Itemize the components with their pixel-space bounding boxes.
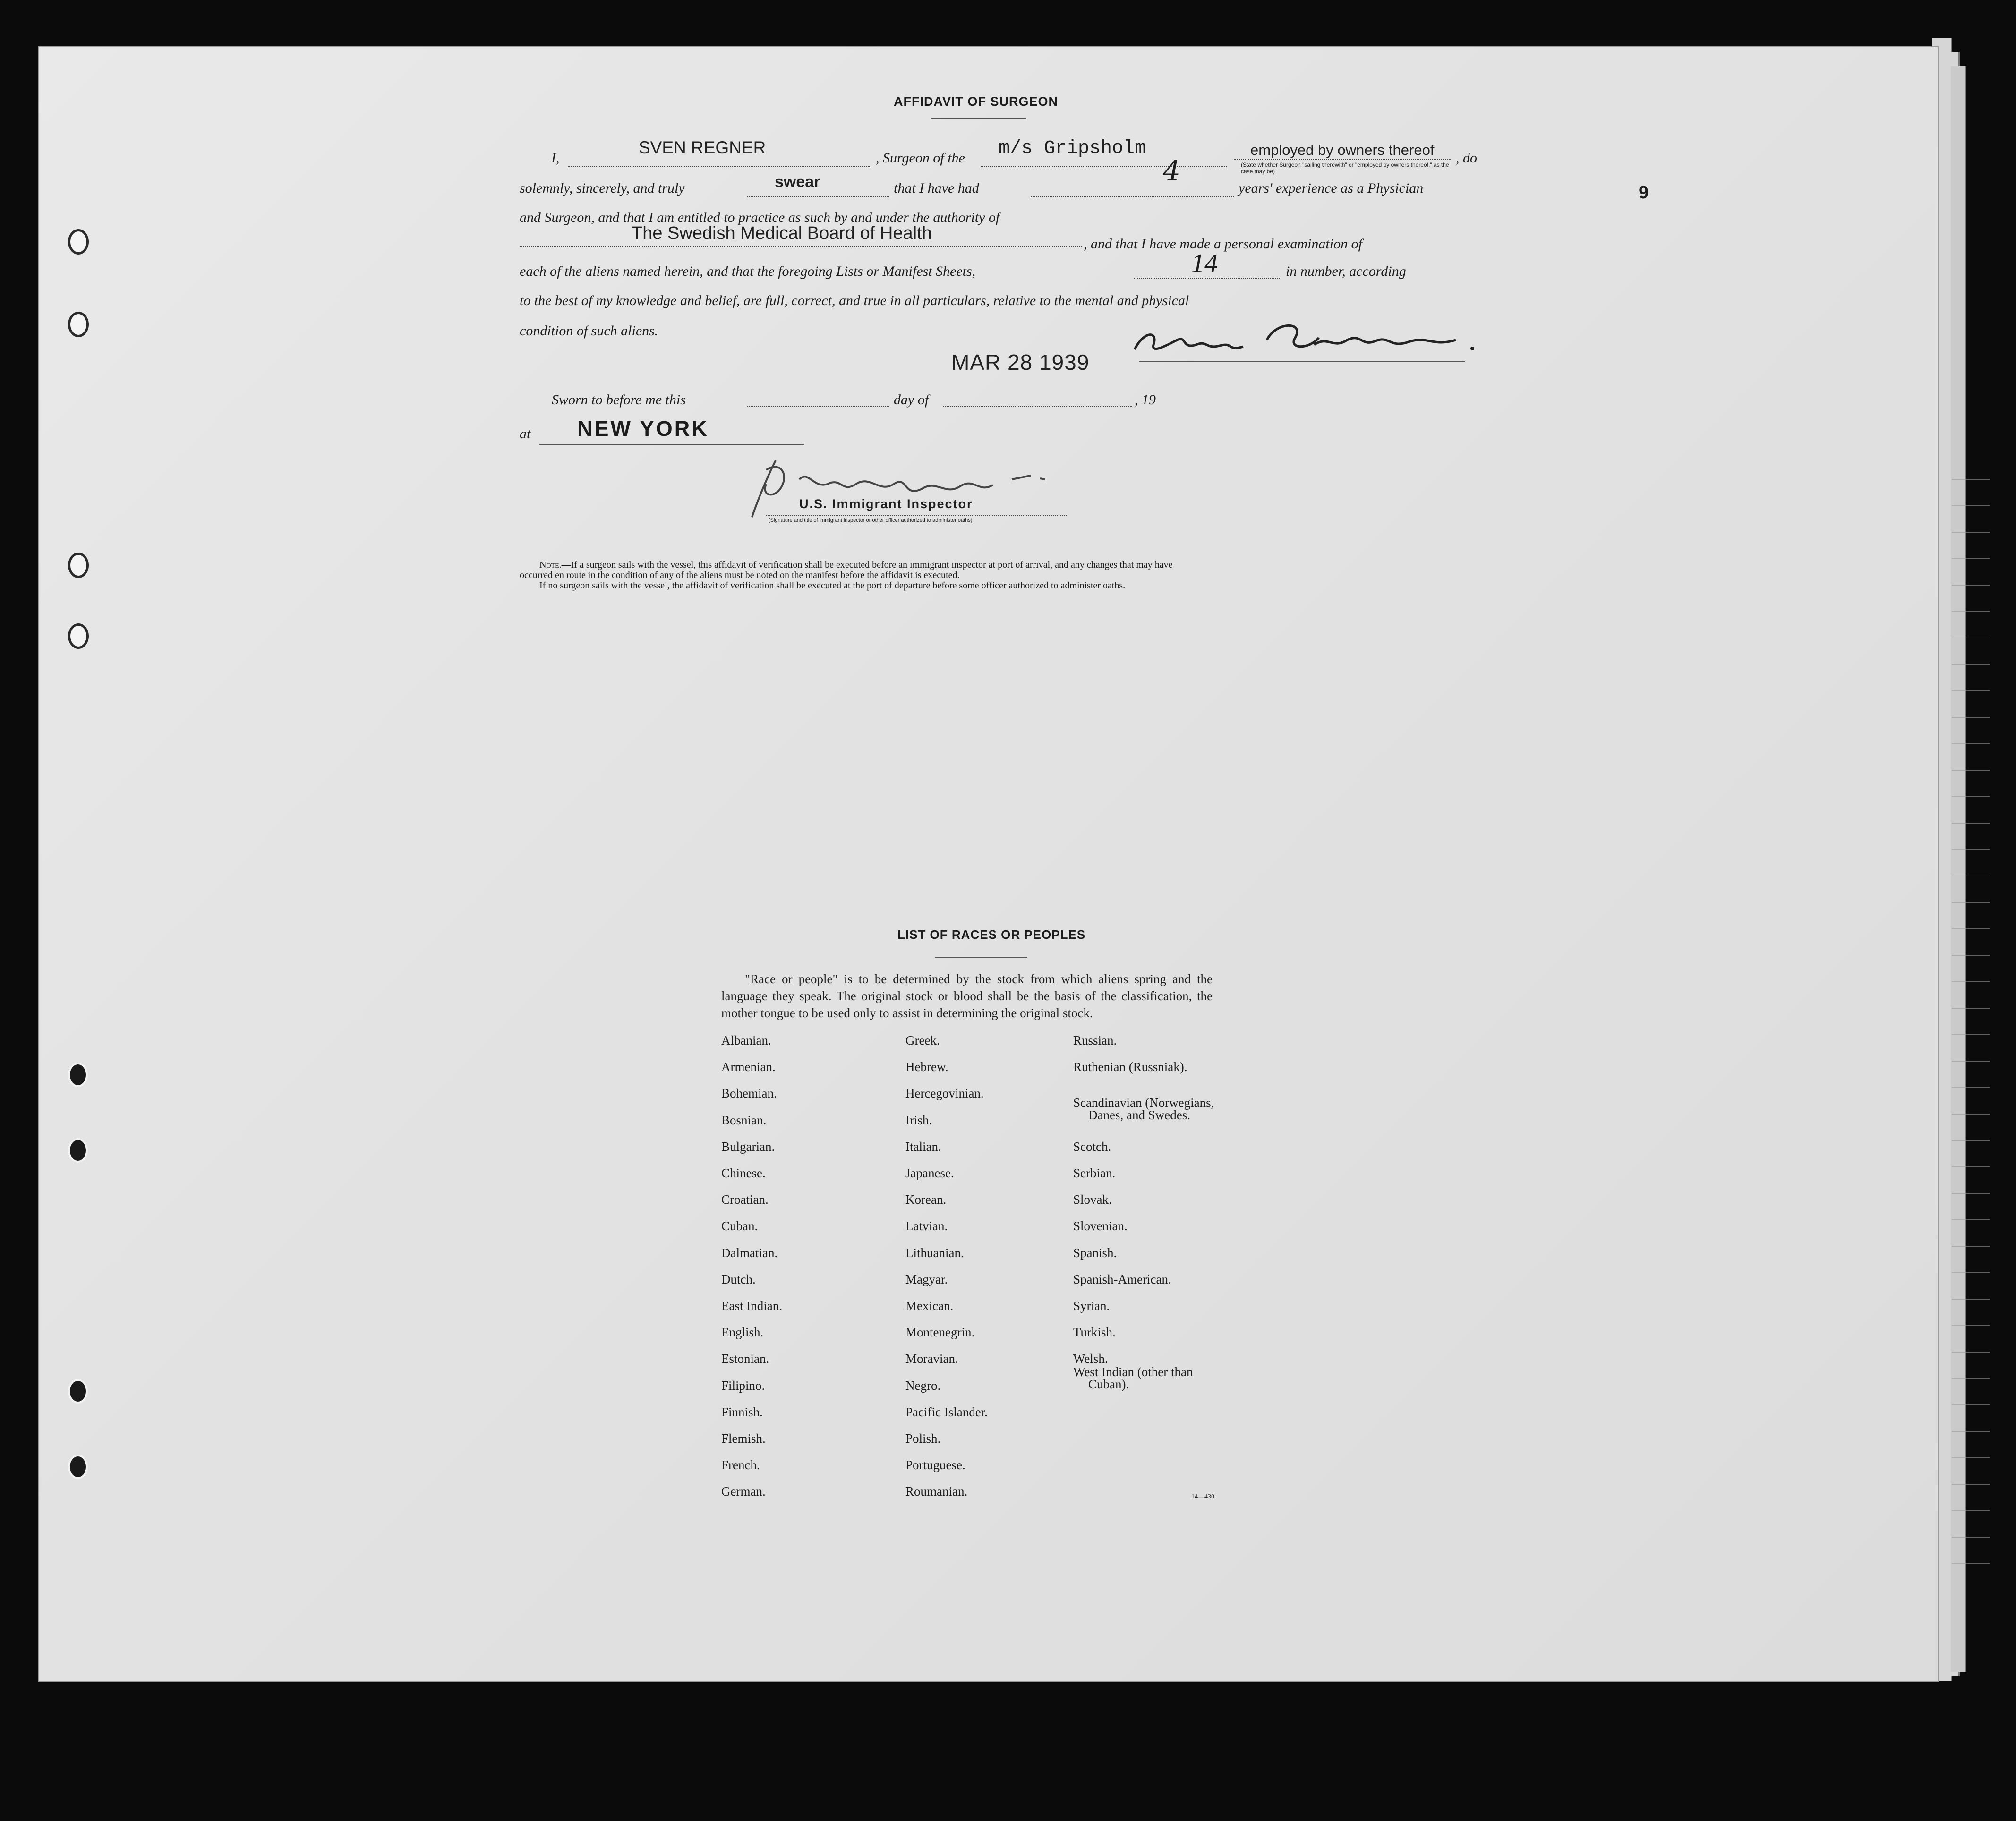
race-item: Negro. [905,1378,941,1393]
races-intro: "Race or people" is to be determined by the stock from which aliens spring and the language they speak. The original stock or blood shall be the basis of the classification, the mother tongue to be used only to assist in determining the original stock. [721,972,1213,1020]
races-title-underline [935,957,1027,958]
name-line [568,166,870,167]
binder-hole [68,229,89,255]
race-scandinavian-line-1: Scandinavian (Norwegians, [1073,1096,1214,1110]
race-item: Albanian. [721,1033,771,1047]
race-west-indian-line-2: Cuban). [1088,1377,1129,1391]
race-item: Spanish. [1073,1245,1117,1260]
race-item: English. [721,1325,764,1340]
authority-name: The Swedish Medical Board of Health [632,223,932,243]
binder-hole [68,1455,88,1479]
affidavit-title: AFFIDAVIT OF SURGEON [894,94,1058,109]
note-line-1 [539,560,1173,570]
race-item: Spanish-American. [1073,1272,1171,1286]
race-item: Russian. [1073,1033,1117,1047]
race-item: Polish. [905,1431,941,1446]
inspector-hint: (Signature and title of immigrant inspector or other officer authorized to administer oaths) [769,518,973,523]
race-item: Slovenian. [1073,1219,1128,1234]
race-item: Japanese. [905,1166,954,1180]
race-item: Estonian. [721,1352,769,1366]
date-stamp: MAR 28 1939 [951,350,1090,374]
race-item: Greek. [905,1033,940,1047]
vessel-line [981,166,1227,167]
label-do: , do [1456,150,1477,166]
note-line-2: occurred en route in the condition of any of the aliens must be noted on the manifest before the affidavit is executed. [520,570,960,580]
note-lead: Note. [539,560,562,570]
race-item: Portuguese. [905,1458,965,1472]
years-value: 4 [1163,155,1180,187]
sworn-day-line [747,406,889,407]
label-condition: condition of such aliens. [520,323,658,339]
employment-status: employed by owners thereof [1250,142,1435,158]
label-at: at [520,426,531,442]
place-line [539,444,804,445]
binder-hole [68,623,89,649]
note-line-3: If no surgeon sails with the vessel, the affidavit of verification shall be executed at the port of departure before some officer authorized to administer oaths. [539,580,1126,591]
race-item: Italian. [905,1139,941,1154]
sworn-month-line [943,406,1132,407]
title-underline [931,118,1026,119]
race-item: Bulgarian. [721,1139,775,1154]
race-item: Pacific Islander. [905,1404,988,1419]
race-item: Welsh. [1073,1352,1108,1366]
race-item: Chinese. [721,1166,766,1180]
race-item: Mexican. [905,1299,954,1313]
race-item: Roumanian. [905,1484,968,1499]
label-i: I, [551,150,560,166]
race-item: Hercegovinian. [905,1086,984,1101]
race-item: Turkish. [1073,1325,1116,1340]
label-surgeon-of: , Surgeon of the [876,150,965,166]
binder-hole [68,1379,88,1404]
race-item: Flemish. [721,1431,766,1446]
label-solemnly: solemnly, sincerely, and truly [520,180,685,196]
inspector-line [766,515,1068,516]
race-item: Irish. [905,1113,932,1127]
race-item: Lithuanian. [905,1245,964,1260]
race-item: Hebrew. [905,1060,948,1074]
label-best-knowledge: to the best of my knowledge and belief, are full, correct, and true in all particulars, relative to the mental and physical [520,293,1189,308]
label-have-had: that I have had [894,180,979,196]
race-item: Scotch. [1073,1139,1111,1154]
page-number: 9 [1639,183,1649,203]
oath-word: swear [775,173,820,191]
race-item: Dalmatian. [721,1245,778,1260]
race-scandinavian-line-2: Danes, and Swedes. [1088,1108,1190,1122]
race-item: Serbian. [1073,1166,1116,1180]
race-item: Dutch. [721,1272,756,1286]
years-line [1031,196,1234,197]
race-item: Cuban. [721,1219,758,1234]
race-west-indian-line-1: West Indian (other than [1073,1365,1193,1379]
signature-line [1139,361,1465,362]
binder-hole [68,1063,88,1087]
race-item: Bosnian. [721,1113,767,1127]
sheets-count: 14 [1191,249,1218,278]
label-day-of: day of [894,392,929,408]
label-each-alien: each of the aliens named herein, and that the foregoing Lists or Manifest Sheets, [520,264,976,279]
ledger-grid [1952,453,1990,1587]
employment-line [1234,159,1451,160]
race-item: East Indian. [721,1299,782,1313]
race-item: Finnish. [721,1404,763,1419]
label-and-surgeon: and Surgeon, and that I am entitled to practice as such by and under the authority of [520,210,1000,225]
binder-hole [68,553,89,578]
label-in-number: in number, according [1286,264,1406,279]
race-item: Bohemian. [721,1086,777,1101]
race-item: Slovak. [1073,1192,1112,1207]
authority-line [520,246,1082,247]
race-item: Ruthenian (Russniak). [1073,1060,1187,1074]
place-name: NEW YORK [577,417,709,441]
label-personal-exam: , and that I have made a personal examination of [1084,236,1362,252]
binder-hole [68,312,89,337]
employment-hint: (State whether Surgeon "sailing therewith" or "employed by owners thereof," as the case may be) [1241,162,1449,175]
race-item: Moravian. [905,1352,958,1366]
form-number: 14—430 [1191,1493,1214,1500]
races-title: LIST OF RACES OR PEOPLES [897,928,1086,942]
race-item: German. [721,1484,766,1499]
race-item: Korean. [905,1192,947,1207]
inspector-title: U.S. Immigrant Inspector [799,497,973,511]
vessel-name: m/s Gripsholm [999,138,1146,159]
label-years-experience: years' experience as a Physician [1239,180,1424,196]
race-item: Magyar. [905,1272,948,1286]
race-item: Montenegrin. [905,1325,975,1340]
race-item: French. [721,1458,760,1472]
surgeon-name: SVEN REGNER [639,138,766,157]
label-19: , 19 [1135,392,1156,408]
race-item: Latvian. [905,1219,948,1234]
race-item: Croatian. [721,1192,769,1207]
oath-line [747,196,889,197]
race-item: Filipino. [721,1378,765,1393]
surgeon-signature [1125,312,1484,364]
note-text-1: —If a surgeon sails with the vessel, this affidavit of verification shall be executed before an immigrant inspector at port of arrival, and any changes that may have [561,560,1173,570]
label-sworn: Sworn to before me this [552,392,686,408]
document-page [39,47,1938,1681]
race-item: Armenian. [721,1060,776,1074]
race-item: Syrian. [1073,1299,1110,1313]
binder-hole [68,1138,88,1163]
